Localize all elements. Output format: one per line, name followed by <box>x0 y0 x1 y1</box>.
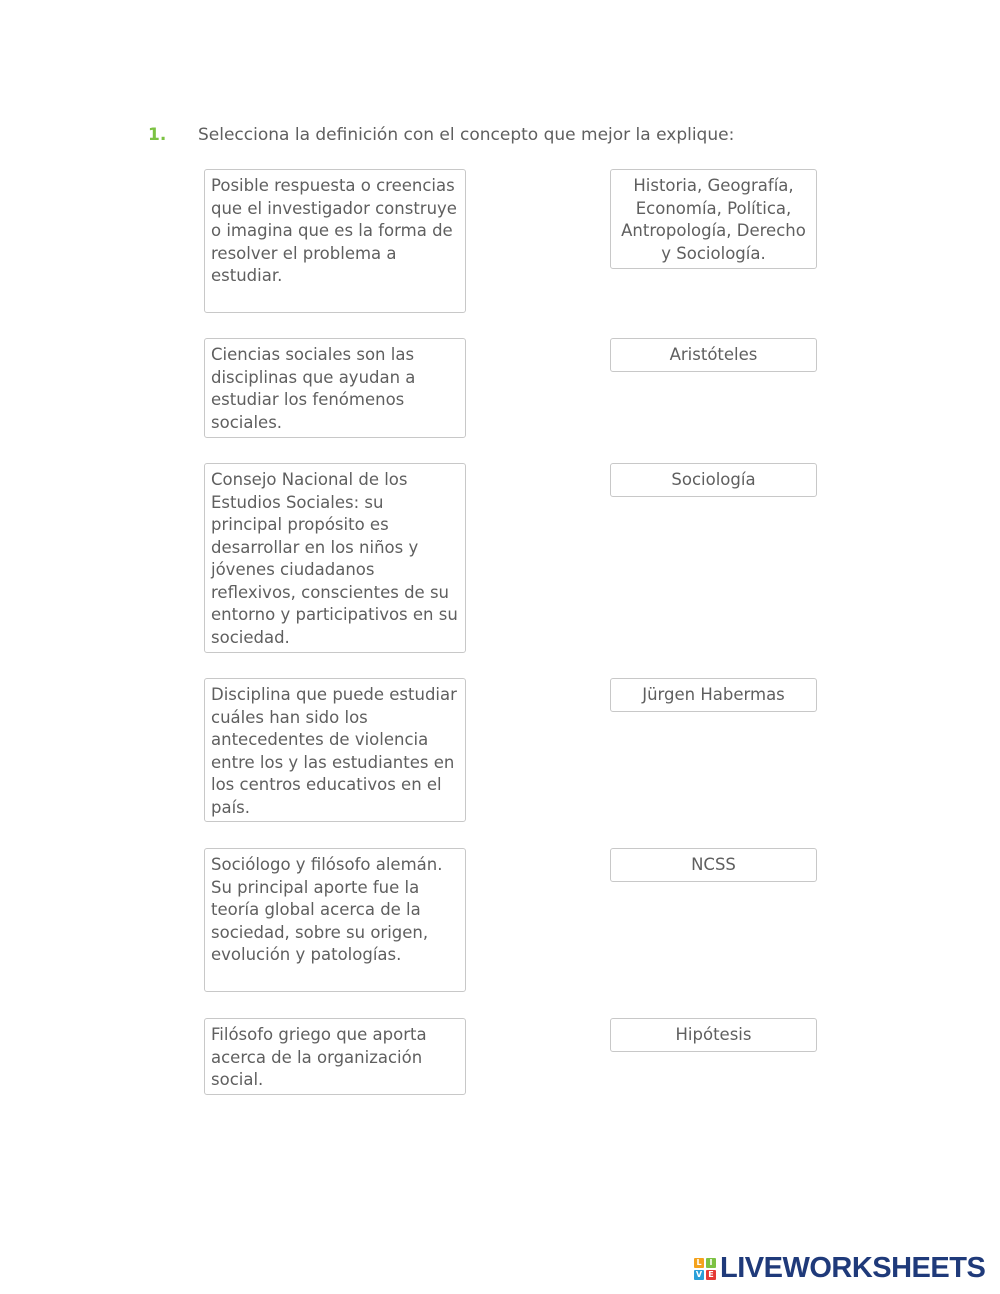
definition-box-5: Sociólogo y filósofo alemán. Su principal aporte fue la teoría global acerca de la sociedad, sobre su origen, evolución y patologías. <box>204 848 466 992</box>
liveworksheets-icon <box>694 1258 716 1280</box>
concept-option-3[interactable]: Sociología <box>610 463 817 497</box>
definition-box-1: Posible respuesta o creencias que el investigador construye o imagina que es la forma de resolver el problema a estudiar. <box>204 169 466 313</box>
logo-letter-l: L <box>694 1258 704 1268</box>
logo-letter-v: V <box>695 1270 703 1279</box>
liveworksheets-wordmark: LIVEWORKSHEETS <box>720 1252 986 1284</box>
liveworksheets-logo <box>694 1252 985 1285</box>
concept-option-1[interactable]: Historia, Geografía, Economía, Política, Antropología, Derecho y Sociología. <box>610 169 817 269</box>
definition-box-2: Ciencias sociales son las disciplinas que ayudan a estudiar los fenómenos sociales. <box>204 338 466 438</box>
concept-option-2[interactable]: Aristóteles <box>610 338 817 372</box>
concept-option-5[interactable]: NCSS <box>610 848 817 882</box>
definition-box-6: Filósofo griego que aporta acerca de la organización social. <box>204 1018 466 1095</box>
question-prompt: Selecciona la definición con el concepto que mejor la explique: <box>198 125 735 145</box>
logo-letter-e: E <box>706 1270 716 1280</box>
concept-option-6[interactable]: Hipótesis <box>610 1018 817 1052</box>
question-number: 1. <box>148 125 167 145</box>
concept-option-4[interactable]: Jürgen Habermas <box>610 678 817 712</box>
definition-box-3: Consejo Nacional de los Estudios Sociales: su principal propósito es desarrollar en los niños y jóvenes ciudadanos reflexivos, conscientes de su entorno y participativos en su sociedad. <box>204 463 466 653</box>
logo-letter-i: I <box>706 1258 716 1268</box>
definition-box-4: Disciplina que puede estudiar cuáles han sido los antecedentes de violencia entre los y las estudiantes en los centros educativos en el país. <box>204 678 466 822</box>
